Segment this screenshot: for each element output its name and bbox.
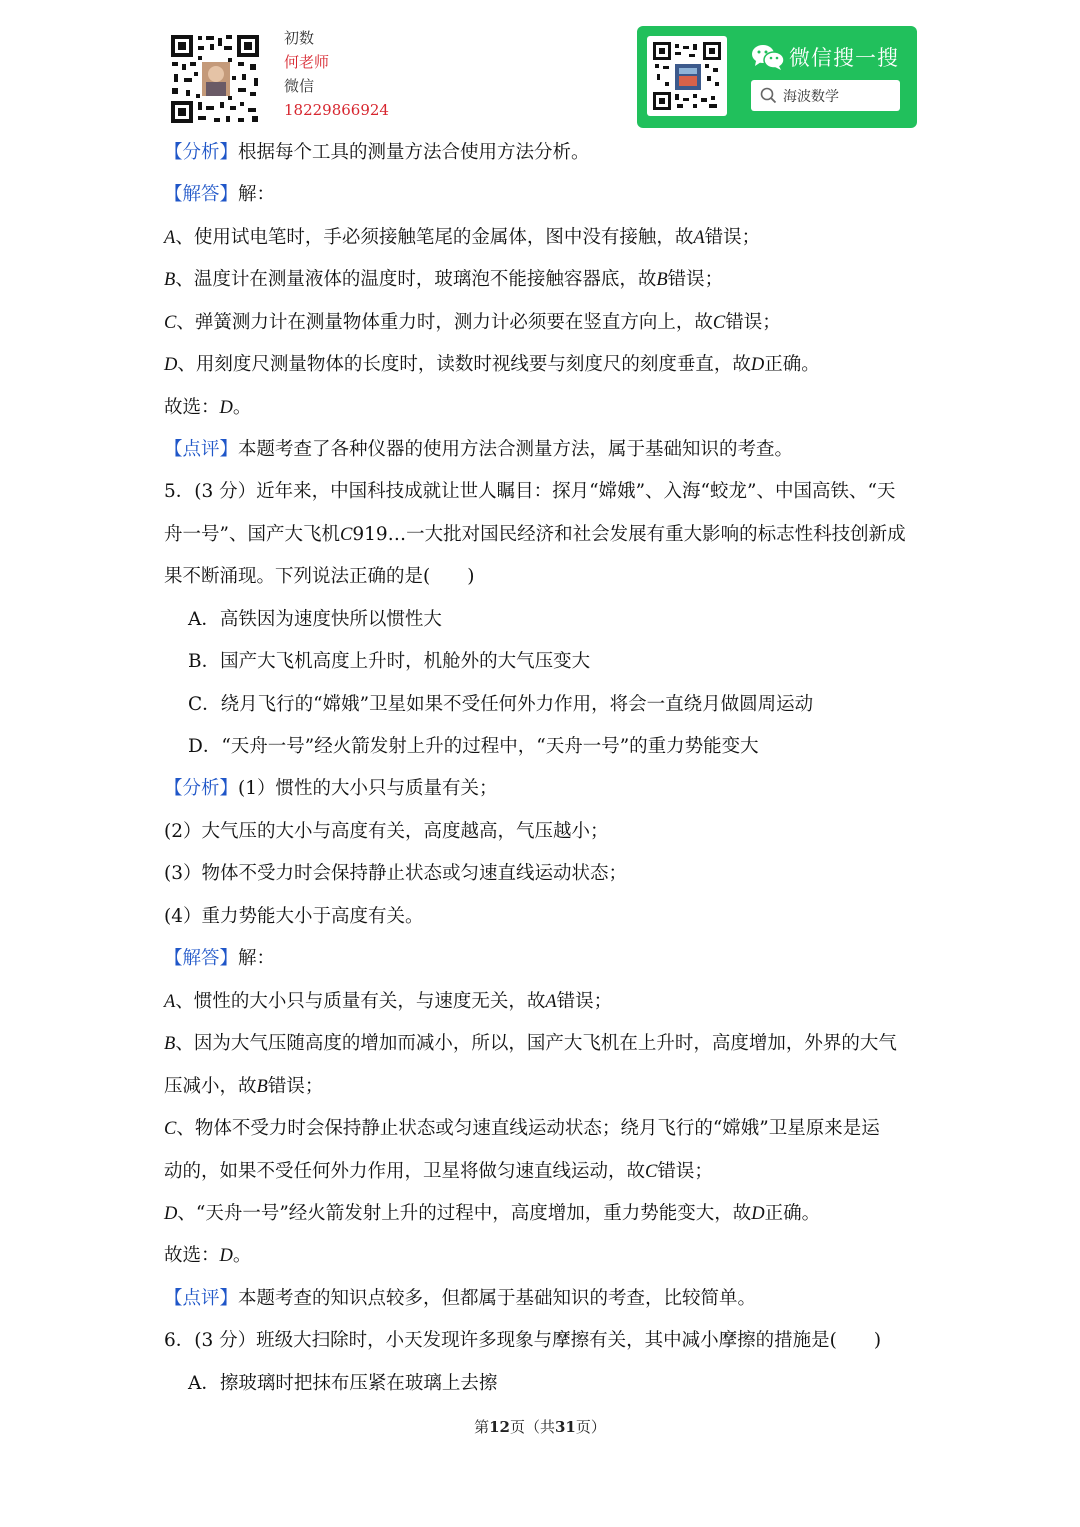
q5-choice-suffix: 。	[232, 1245, 252, 1266]
q5-analysis1-text: (1）惯性的大小只与质量有关；	[238, 778, 498, 799]
q5-option-b: B．国产大飞机高度上升时，机舱外的大气压变大	[188, 651, 591, 672]
footer-prefix: 第	[474, 1418, 490, 1436]
q5-b-result: 错误；	[267, 1076, 324, 1097]
q4-c-result: 错误；	[725, 312, 781, 333]
q5-stem2v: C	[339, 525, 353, 545]
q4-answer-head: 解：	[238, 184, 276, 205]
q4-comment	[164, 437, 793, 463]
q5-b-text2a: 压减小，故	[164, 1076, 257, 1097]
var-b-ref: B	[656, 270, 668, 290]
q5-d-text: 、“天舟一号”经火箭发射上升的过程中，高度增加，重力势能变大，故	[177, 1203, 752, 1224]
q4-a-text: 、使用试电笔时，手必须接触笔尾的金属体，图中没有接触，故	[175, 227, 694, 248]
q5-stem2a: 舟一号”、国产大飞机	[164, 524, 340, 545]
analysis-tag: 【分析】	[164, 778, 239, 799]
var-d: D	[164, 1204, 178, 1224]
q5-answer-a	[164, 989, 612, 1015]
footer-suffix: 页）	[575, 1418, 606, 1436]
footer-total-pages: 31	[555, 1418, 576, 1436]
q5-comment	[164, 1286, 756, 1312]
var-a-ref: A	[693, 228, 705, 248]
q5-d-result: 正确。	[764, 1203, 821, 1224]
q4-answer-heading	[164, 182, 275, 208]
var-c-ref: C	[645, 1162, 658, 1182]
q4-a-result: 错误；	[704, 227, 761, 248]
q5-option-a: A．高铁因为速度快所以惯性大	[188, 609, 442, 630]
q4-answer-a	[164, 225, 760, 251]
var-a-ref: A	[545, 992, 557, 1012]
footer-page-number: 12	[489, 1418, 510, 1436]
q5-answer-b-line1	[164, 1031, 897, 1057]
contact-line-1: 初数	[284, 29, 315, 47]
q4-choice	[164, 395, 251, 421]
var-c-ref: C	[712, 313, 726, 333]
q4-choice-suffix: 。	[232, 397, 252, 418]
wechat-search-box[interactable]	[751, 80, 900, 111]
q4-answer-d	[164, 352, 820, 378]
q5-a-text: 、惯性的大小只与质量有关，与速度无关，故	[175, 991, 546, 1012]
var-d-ref: D	[751, 1204, 765, 1224]
var-c: C	[164, 313, 177, 333]
contact-qr-code	[168, 32, 262, 126]
q5-c-text2a: 动的，如果不受任何外力作用，卫星将做匀速直线运动，故	[164, 1161, 646, 1182]
q5-choice	[164, 1243, 251, 1269]
q5-c-text: 、物体不受力时会保持静止状态或匀速直线运动状态；绕月飞行的“嫦娥”卫星原来是运	[176, 1118, 880, 1139]
q4-b-text: 、温度计在测量液体的温度时，玻璃泡不能接触容器底，故	[175, 269, 657, 290]
q4-answer-c	[164, 310, 781, 336]
contact-phone: 18229866924	[284, 101, 389, 119]
answer-tag: 【解答】	[164, 948, 239, 969]
footer-mid: 页（共	[509, 1418, 555, 1436]
wechat-search-text: 海波数学	[783, 89, 839, 105]
q5-b-text: 、因为大气压随高度的增加而减小，所以，国产大飞机在上升时，高度增加，外界的大气	[175, 1033, 897, 1054]
comment-tag: 【点评】	[164, 1288, 239, 1309]
q5-answer-heading	[164, 946, 275, 972]
comment-tag: 【点评】	[164, 439, 239, 460]
q5-a-result: 错误；	[556, 991, 613, 1012]
var-b: B	[164, 270, 176, 290]
q5-analysis-3: (3）物体不受力时会保持静止状态或匀速直线运动状态；	[164, 863, 627, 884]
q5-choice-letter: D	[219, 1246, 233, 1266]
var-d: D	[164, 355, 178, 375]
q4-d-text: 、用刻度尺测量物体的长度时，读数时视线要与刻度尺的刻度垂直，故	[177, 354, 751, 375]
q5-answer-head: 解：	[238, 948, 276, 969]
contact-teacher-name: 何老师	[284, 53, 330, 71]
wechat-search-banner[interactable]	[637, 26, 917, 128]
q5-option-d: D．“天舟一号”经火箭发射上升的过程中，“天舟一号”的重力势能变大	[188, 736, 759, 757]
analysis-tag: 【分析】	[164, 142, 239, 163]
q4-choice-letter: D	[219, 398, 233, 418]
q5-option-c: C．绕月飞行的“嫦娥”卫星如果不受任何外力作用，将会一直绕月做圆周运动	[188, 694, 814, 715]
q4-c-text: 、弹簧测力计在测量物体重力时，测力计必须要在竖直方向上，故	[176, 312, 713, 333]
var-a: A	[164, 228, 176, 248]
q5-answer-c-line1	[164, 1116, 880, 1142]
q5-choice-prefix: 故选：	[164, 1245, 220, 1266]
var-b: B	[164, 1034, 176, 1054]
page-footer	[0, 1416, 1080, 1437]
q5-answer-b-line2	[164, 1074, 323, 1100]
q4-analysis-text: 根据每个工具的测量方法合使用方法分析。	[238, 142, 590, 163]
q5-answer-c-line2	[164, 1159, 713, 1185]
q4-choice-prefix: 故选：	[164, 397, 220, 418]
q6-stem: 6．(3 分）班级大扫除时，小天发现许多现象与摩擦有关，其中减小摩擦的措施是( )	[164, 1330, 882, 1351]
q5-stem-line3: 果不断涌现。下列说法正确的是( )	[164, 566, 475, 587]
q4-b-result: 错误；	[667, 269, 724, 290]
q5-answer-d	[164, 1201, 820, 1227]
wechat-search-title: 微信搜一搜	[789, 46, 899, 70]
q5-c-result: 错误；	[657, 1161, 713, 1182]
q4-analysis	[164, 140, 590, 166]
contact-info	[284, 26, 389, 122]
q4-d-result: 正确。	[764, 354, 820, 375]
var-a: A	[164, 992, 176, 1012]
search-icon	[760, 87, 777, 108]
q4-answer-b	[164, 267, 723, 293]
q5-analysis-1	[164, 776, 498, 802]
var-c: C	[164, 1119, 177, 1139]
q5-stem2b: 919…一大批对国民经济和社会发展有重大影响的标志性科技创新成	[352, 524, 906, 545]
q5-stem-line2	[164, 522, 906, 548]
var-d-ref: D	[750, 355, 765, 375]
q5-stem-line1: 5．(3 分）近年来，中国科技成就让世人瞩目：探月“嫦娥”、入海“蛟龙”、中国高铁、“天	[164, 481, 896, 502]
q6-option-a: A．擦玻璃时把抹布压紧在玻璃上去擦	[188, 1373, 498, 1394]
wechat-logo-icon	[751, 43, 785, 75]
q5-analysis-2: (2）大气压的大小与高度有关，高度越高，气压越小；	[164, 821, 609, 842]
var-b-ref: B	[256, 1077, 268, 1097]
q5-analysis-4: (4）重力势能大小于高度有关。	[164, 906, 424, 927]
q5-comment-text: 本题考查的知识点较多，但都属于基础知识的考查，比较简单。	[238, 1288, 757, 1309]
contact-line-3: 微信	[284, 77, 315, 95]
wechat-qr-code	[647, 36, 727, 116]
q4-comment-text: 本题考查了各种仪器的使用方法合测量方法，属于基础知识的考查。	[238, 439, 794, 460]
answer-tag: 【解答】	[164, 184, 239, 205]
